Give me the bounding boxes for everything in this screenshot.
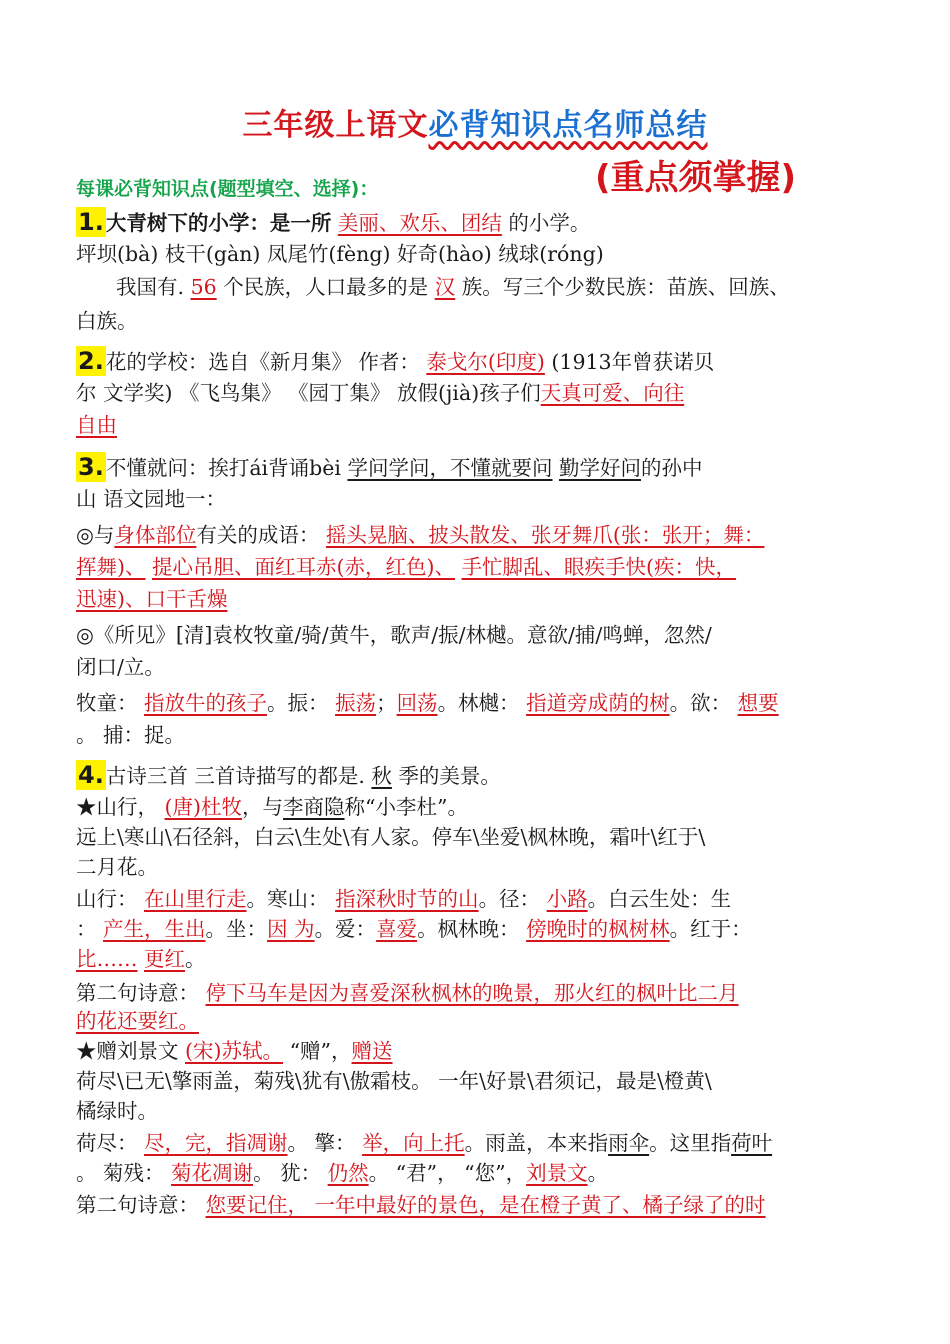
answer: 手忙脚乱、眼疾手快(疾：快， (461, 555, 737, 579)
lesson-number: 4. (78, 761, 104, 789)
text-line: 比…… 更红。 (76, 947, 206, 971)
text-line: 牧童： 指放牛的孩子。振： 振荡；回荡。林樾： 指道旁成荫的树。欲： 想要 (76, 691, 779, 715)
answer: 提心吊胆、面红耳赤(赤，红色)、 (152, 555, 456, 579)
answer: 更红 (144, 947, 186, 971)
text-line (76, 584, 228, 614)
poem-line: 荷尽\已无\擎雨盖，菊残\犹有\傲霜枝。 一年\好景\君须记，最是\橙黄\ (76, 1069, 712, 1093)
answer: 汉 (434, 275, 456, 299)
answer: 振荡 (335, 691, 377, 715)
answer: 挥舞)、 (76, 555, 146, 579)
answer: 举，向上托 (362, 1131, 465, 1155)
answer: 泰戈尔(印度) (426, 350, 545, 374)
text-line: ★山行， (唐)杜牧，与李商隐称“小李杜”。 (76, 795, 468, 819)
text-line: ： 产生，生出。坐：因 为。爱：喜爱。枫林晚： 傍晚时的枫树林。红于： (76, 917, 752, 941)
text-line: 山行： 在山里行走。寒山： 指深秋时节的山。径： 小路。白云生处：生 (76, 887, 732, 911)
text-line: 山 语文园地一： (76, 487, 227, 511)
text-line: 白族。 (76, 309, 138, 333)
lesson-2-line: 2.花的学校：选自《新月集》 作者： 泰戈尔(印度) (1913年曾获诺贝 (78, 347, 715, 375)
lesson-4-line: 4.古诗三首 三首诗描写的都是. 秋 季的美景。 (78, 761, 501, 789)
answer: 天真可爱、向往 (540, 381, 685, 405)
answer: 赠送 (351, 1039, 393, 1063)
answer: 指道旁成荫的树 (526, 691, 670, 715)
title-part-2: 必背知识点名师总结 (428, 108, 708, 143)
answer: 自由 (76, 413, 117, 437)
answer: 身体部位 (114, 523, 197, 547)
answer: 傍晚时的枫树林 (526, 917, 670, 941)
lesson-number: 1. (78, 208, 104, 236)
section-heading: 每课必背知识点(题型填空、选择)： (76, 178, 379, 200)
answer: 因 为 (267, 917, 315, 941)
page-title (0, 100, 950, 144)
text-line (76, 410, 117, 440)
answer: 尽，完，指凋谢 (144, 1131, 288, 1155)
answer: 产生，生出 (103, 917, 206, 941)
text-line: 。 捕：捉。 (76, 723, 186, 747)
text-line: 闭口/立。 (76, 655, 165, 679)
poem-line: 橘绿时。 (76, 1099, 158, 1123)
answer: 指深秋时节的山 (335, 887, 479, 911)
text-line: 第二句诗意： 停下马车是因为喜爱深秋枫林的晚景，那火红的枫叶比二月 (76, 981, 739, 1005)
answer: 比…… (76, 947, 138, 971)
answer: 回荡 (396, 691, 438, 715)
text-line: 荷尽： 尽，完，指凋谢。 擎： 举，向上托。雨盖，本来指雨伞。这里指荷叶 (76, 1131, 773, 1155)
answer: 菊花凋谢 (171, 1161, 254, 1185)
poem-line: 远上\寒山\石径斜，白云\生处\有人家。停车\坐爱\枫林晚，霜叶\红于\ (76, 825, 706, 849)
text-line (76, 1006, 199, 1036)
answer: 指放牛的孩子 (144, 691, 268, 715)
pinyin-line: 坪坝(bà) 枝干(gàn) 凤尾竹(fèng) 好奇(hào) 绒球(róng) (76, 242, 604, 266)
lesson-number: 3. (78, 453, 104, 481)
text-line: 我国有. 56 个民族，人口最多的是 汉 族。写三个少数民族：苗族、回族、 (116, 275, 790, 299)
lesson-3-line: 3.不懂就问：挨打ái背诵bèi 学问学问，不懂就要问 勤学好问的孙中 (78, 453, 703, 481)
text-line: 尔 文学奖) 《飞鸟集》 《园丁集》 放假(jià)孩子们天真可爱、向往 (76, 381, 685, 405)
answer: 迅速)、口干舌燥 (76, 587, 228, 611)
lesson-number: 2. (78, 347, 104, 375)
text-line: 第二句诗意： 您要记住， 一年中最好的景色，是在橙子黄了、橘子绿了的时 (76, 1193, 766, 1217)
text-line: ◎《所见》[清]袁枚牧童/骑/黄牛，歌声/振/林樾。意欲/捕/鸣蝉，忽然/ (76, 623, 712, 647)
answer: (唐)杜牧 (164, 795, 243, 819)
answer: 喜爱 (376, 917, 418, 941)
page-subtitle: (重点须掌握) (595, 158, 797, 198)
answer: 仍然 (327, 1161, 369, 1185)
poem-line: 二月花。 (76, 855, 158, 879)
text-line: 。 菊残： 菊花凋谢。 犹： 仍然。 “君”， “您”，刘景文。 (76, 1161, 609, 1185)
answer: 小路 (546, 887, 588, 911)
answer: 停下马车是因为喜爱深秋枫林的晚景，那火红的枫叶比二月 (205, 981, 739, 1005)
title-part-1: 三年级上语文 (242, 108, 429, 143)
text-line: ◎与身体部位有关的成语： 摇头晃脑、披头散发、张牙舞爪(张：张开；舞： (76, 523, 765, 547)
answer: 想要 (737, 691, 779, 715)
text-line: ★赠刘景文 (宋)苏轼。 “赠”，赠送 (76, 1039, 393, 1063)
answer: (宋)苏轼。 (185, 1039, 284, 1063)
answer: 刘景文 (526, 1161, 588, 1185)
answer: 美丽、欢乐、团结 (337, 211, 502, 235)
text-line (76, 552, 736, 582)
lesson-1-line: 1.大青树下的小学：是一所 美丽、欢乐、团结 的小学。 (78, 208, 591, 236)
answer: 的花还要红。 (76, 1009, 199, 1033)
answer: 56 (190, 275, 217, 299)
answer: 摇头晃脑、披头散发、张牙舞爪(张：张开；舞： (325, 523, 765, 547)
answer: 您要记住， 一年中最好的景色，是在橙子黄了、橘子绿了的时 (205, 1193, 766, 1217)
answer: 在山里行走 (144, 887, 247, 911)
